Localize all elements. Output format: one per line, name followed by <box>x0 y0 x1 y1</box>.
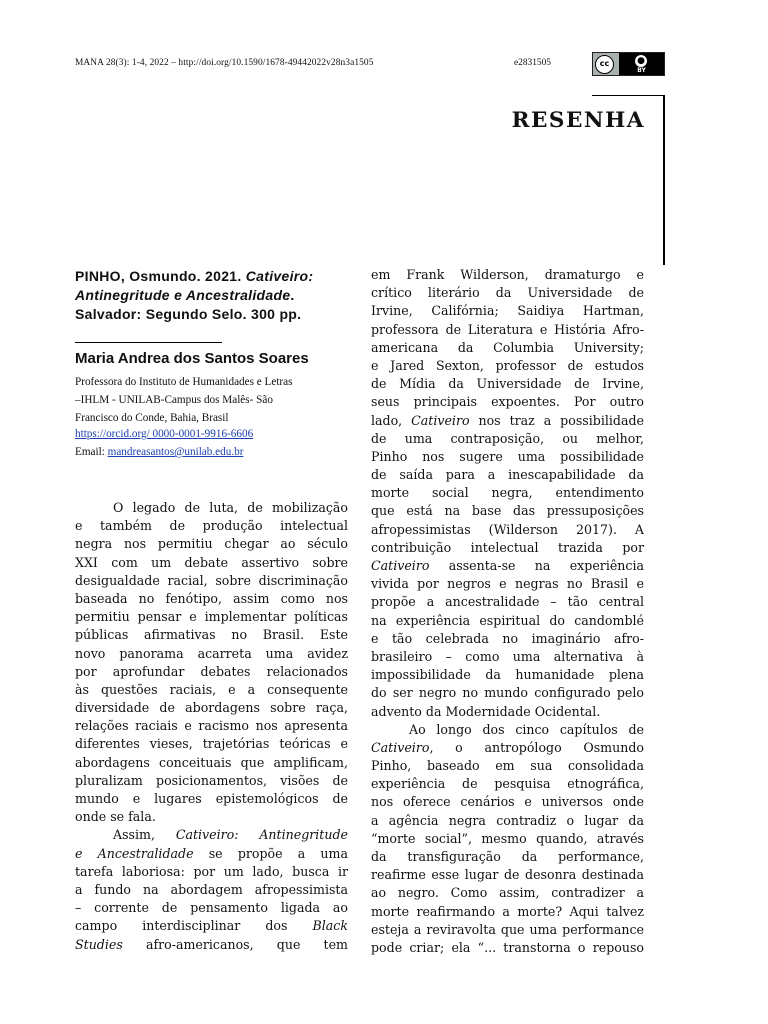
body-text-line: e Jared Sexton, professor de estudos <box>371 357 644 373</box>
body-text-line: novo panorama acarreta uma avidez <box>75 645 348 661</box>
body-text-line: contribuição intelectual trazida por <box>371 539 644 555</box>
body-text-line: a agência negra contradiz o lugar da <box>371 812 644 828</box>
body-text-line: reafirme esse lugar de desonra destinada <box>371 867 644 883</box>
body-text-line: seus principais expoentes. Por outro <box>371 394 644 410</box>
body-text-line: Ao longo dos cinco capítulos de <box>409 721 644 737</box>
body-text-line: campo interdisciplinar dos Black <box>75 918 348 934</box>
body-text-line: em Frank Wilderson, dramaturgo e <box>371 267 644 282</box>
book-reference <box>75 267 355 324</box>
affiliation-line: Professora do Instituto de Humanidades e Letras <box>75 376 293 388</box>
body-text-line: tarefa laboriosa: por um lado, busca ir <box>75 863 348 879</box>
body-text-line: Pinho, baseado em sua consolidada <box>371 758 644 774</box>
body-text-line: americana da Columbia University; <box>371 339 644 355</box>
body-text-line: – corrente de pensamento ligada ao <box>75 900 348 916</box>
affiliation-line: Francisco do Conde, Bahia, Brasil <box>75 412 229 424</box>
body-text-line: impossibilidade da humanidade plena <box>371 667 644 683</box>
body-text-line: desigualdade racial, sobre discriminação <box>75 572 348 588</box>
italic-title: e Ancestralidade <box>75 845 194 861</box>
body-text-line: a fundo na abordagem afropessimista <box>75 881 348 897</box>
body-text-line: de uma contraposição, ou melhor, <box>371 430 644 446</box>
section-rule <box>663 95 665 265</box>
body-text-line: às questões raciais, e a consequente <box>75 681 348 697</box>
body-text-line: afropessimistas (Wilderson 2017). A <box>371 521 644 537</box>
body-text-line: experiência de pesquisa etnográfica, <box>371 776 644 792</box>
body-text-line: Irvine, Califórnia; Saidiya Hartman, <box>371 303 644 319</box>
body-text-line: e também de produção intelectual <box>75 518 348 534</box>
body-text-line: da transfiguração da performance, <box>371 849 644 864</box>
body-text-line: Studies afro-americanos, que tem <box>75 936 348 952</box>
body-text-line: professora de Literatura e História Afro- <box>371 321 644 337</box>
body-text-line: na experiência espiritual do candomblé <box>371 612 644 628</box>
body-text-line: que está na base das pressuposições <box>371 503 644 519</box>
body-text-line: “morte social”, mesmo quando, através <box>371 830 644 846</box>
body-text-line: Assim, Cativeiro: Antinegritude <box>113 827 348 843</box>
italic-title: Cativeiro: Antinegritude <box>175 827 348 843</box>
author-name: Maria Andrea dos Santos Soares <box>75 350 309 367</box>
body-text-line: ao negro. Como assim, contradizer a <box>371 885 644 901</box>
body-text-line: negra nos permitiu chegar ao século <box>75 536 348 552</box>
italic-title: Cativeiro <box>411 412 470 428</box>
body-text-line: pluralizam posicionamentos, visões de <box>75 772 348 788</box>
affiliation-line: –IHLM - UNILAB-Campus dos Malês- São <box>75 394 273 406</box>
body-text-line: pode criar; ela “... transtorna o repouso <box>371 939 644 955</box>
by-label: BY <box>637 67 646 74</box>
body-text-line: O legado de luta, de mobilização <box>113 500 348 515</box>
email-link[interactable]: mandreasantos@unilab.edu.br <box>107 446 244 458</box>
body-text-line: advento da Modernidade Ocidental. <box>371 703 601 719</box>
italic-title: Black <box>312 918 348 934</box>
ref-period: . <box>290 287 295 303</box>
body-text-line: baseada no fenótipo, assim como nos <box>75 590 348 606</box>
body-column-right <box>371 266 644 957</box>
body-text-line: do ser negro no mundo configurado pelo <box>371 685 644 701</box>
author-affiliation <box>75 373 349 427</box>
body-text-line: morte social negra, entendimento <box>371 485 644 501</box>
body-text-line: por aprofundar debates relacionados <box>75 663 348 679</box>
body-text-line: esteja a reviravolta que uma performance <box>371 921 644 937</box>
body-text-line: lado, Cativeiro nos traz a possibilidade <box>371 412 645 428</box>
body-text-line: relações raciais e racismo nos apresenta <box>75 718 348 734</box>
author-divider <box>75 342 222 343</box>
body-text-line: Cativeiro assenta-se na experiência <box>371 558 644 573</box>
body-text-line: onde se fala. <box>75 809 156 825</box>
body-text-line: abordagens conceituais que amplificam, <box>75 754 348 770</box>
orcid-link[interactable]: https://orcid.org/ 0000-0001-9916-6606 <box>75 428 254 440</box>
ref-title-part1: Cativeiro: <box>245 268 314 284</box>
body-text-line: mundo e lugares epistemológicos de <box>75 791 348 806</box>
body-text-line: Cativeiro, o antropólogo Osmundo <box>371 739 644 755</box>
body-text-line: e tão celebrada no imaginário afro- <box>371 630 644 646</box>
email-row <box>75 446 243 458</box>
body-text-line: Pinho nos sugere uma possibilidade <box>371 448 644 464</box>
italic-title: Studies <box>75 936 123 952</box>
italic-title: Cativeiro <box>371 558 430 573</box>
ref-author-year: PINHO, Osmundo. 2021. <box>75 268 246 284</box>
body-text-line: brasileiro – como uma alternativa à <box>371 648 644 664</box>
body-text-line: morte reafirmando a morte? Aqui talvez <box>371 903 644 919</box>
body-text-line: diversidade de abordagens sobre raça, <box>75 700 348 716</box>
body-text-line: vivida por negros e negras no Brasil e <box>371 576 644 592</box>
email-label: Email: <box>75 446 108 458</box>
section-rule-top <box>592 95 664 96</box>
ref-title-part2: Antinegritude e Ancestralidade <box>75 287 291 303</box>
citation-header: MANA 28(3): 1-4, 2022 – http://doi.org/10.1590/1678-49442022v28n3a1505 <box>75 58 374 68</box>
body-text-line: propõe a ancestralidade – tão central <box>371 594 644 610</box>
article-id: e2831505 <box>514 58 551 68</box>
cc-icon: cc <box>595 55 614 74</box>
body-text-line: crítico literário da Universidade de <box>371 285 644 301</box>
body-text-line: públicas afirmativas no Brasil. Este <box>75 627 348 643</box>
ref-publisher: Salvador: Segundo Selo. 300 pp. <box>75 306 302 322</box>
body-text-line: de saída para a inescapabilidade da <box>371 467 644 483</box>
body-text-line: diferentes vieses, trajetórias teóricas e <box>75 736 348 752</box>
body-text-line: nos oferece cenários e universos onde <box>371 794 644 810</box>
body-text-line: permitiu pensar e implementar políticas <box>75 609 348 625</box>
section-title: RESENHA <box>511 108 645 133</box>
creative-commons-by-icon[interactable] <box>592 52 665 76</box>
italic-title: Cativeiro <box>371 739 430 755</box>
body-column-left <box>75 499 348 954</box>
body-text-line: e Ancestralidade se propõe a uma <box>75 845 348 861</box>
body-text-line: de Mídia da Universidade de Irvine, <box>371 376 644 392</box>
body-text-line: XXI com um debate assertivo sobre <box>75 554 348 570</box>
person-icon: ● <box>634 54 648 68</box>
